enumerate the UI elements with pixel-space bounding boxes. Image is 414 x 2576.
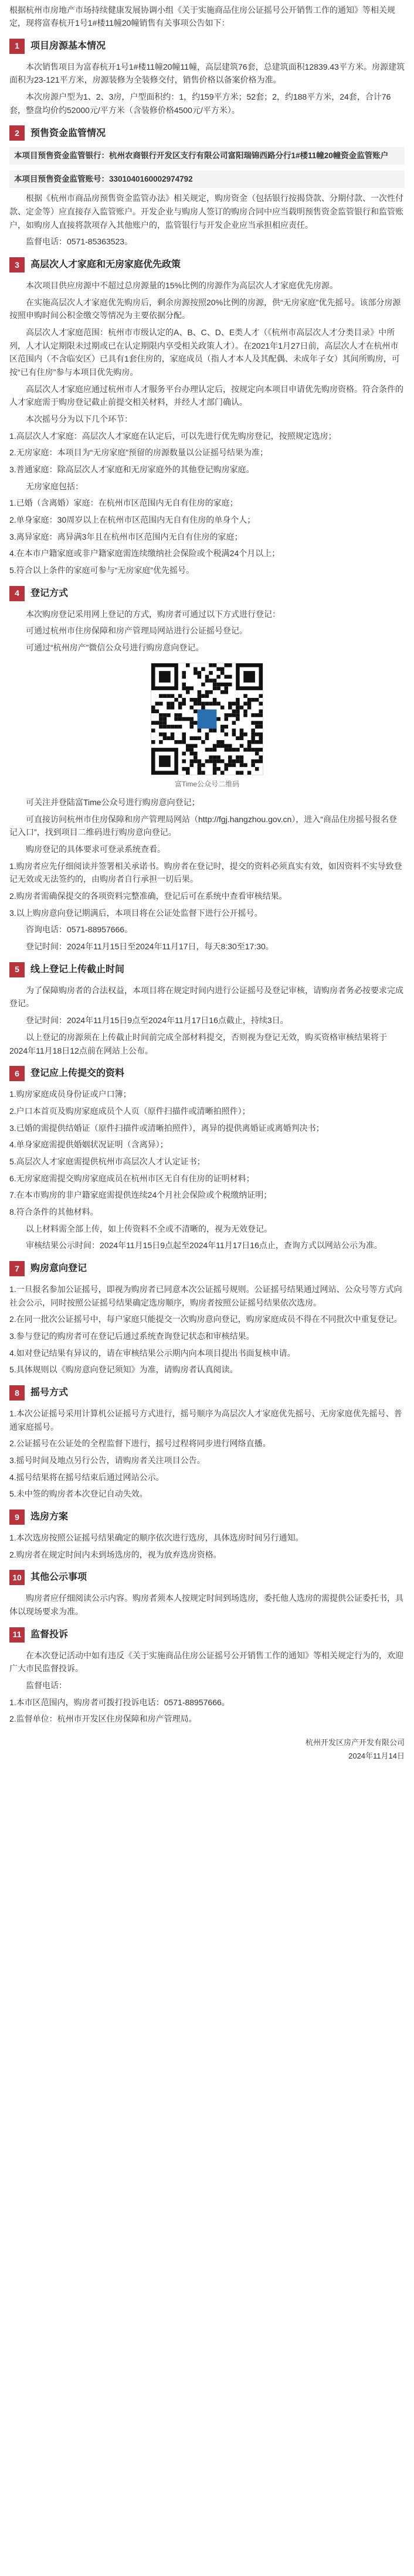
section-title: 预售资金监管情况 <box>30 128 106 138</box>
qr-code-block <box>9 663 405 790</box>
section-number-badge: 4 <box>9 586 25 601</box>
section-paragraph: 5.符合以上条件的家庭可参与“无房家庭”优先摇号。 <box>9 565 194 575</box>
section-paragraph: 本次摇号分为以下几个环节： <box>26 414 133 424</box>
section-paragraph: 1.高层次人才家庭：高层次人才家庭在认定后，可以先进行优先购房登记，按照规定选房； <box>9 431 337 441</box>
section-paragraph: 咨询电话：0571-88957666。 <box>26 925 133 935</box>
section-title: 监督投诉 <box>30 1629 69 1640</box>
section-paragraph: 1.本市区范围内，购房者可拨打投诉电话：0571-88957666。 <box>9 1697 230 1707</box>
supervision-bank: 本项目预售资金监管银行：杭州农商银行开发区支行有限公司富阳瑞锦西路分行1#楼11幢20幢资金监管账户 <box>9 147 405 165</box>
section-paragraph: 在实施高层次人才家庭优先购房后，剩余房源按照20%比例的房源，供“无房家庭”优先摇号。该部分房源按照申购时间公积金缴交等情况为主要依据分配。 <box>9 297 401 321</box>
section-header <box>9 1385 405 1401</box>
section-header <box>9 1260 405 1277</box>
section-paragraph: 登记时间：2024年11月15日至2024年11月17日，每天8:30至17:30。 <box>26 942 274 952</box>
section-number-badge: 7 <box>9 1261 25 1276</box>
section-number-badge: 8 <box>9 1385 25 1401</box>
section-4 <box>9 585 405 953</box>
section-2 <box>9 125 405 248</box>
section-paragraph: 3.普通家庭：除高层次人才家庭和无房家庭外的其他登记购房家庭。 <box>9 464 254 474</box>
section-paragraph: 7.在本市购房的非户籍家庭需提供连续24个月社会保险或个税缴纳证明； <box>9 1190 272 1200</box>
section-title: 项目房源基本情况 <box>30 40 106 51</box>
section-header <box>9 1627 405 1643</box>
section-header <box>9 38 405 54</box>
section-paragraph: 1.本次选房按照公证摇号结果确定的顺序依次进行选房，具体选房时间另行通知。 <box>9 1532 304 1542</box>
section-8 <box>9 1385 405 1501</box>
section-title: 选房方案 <box>30 1512 69 1522</box>
section-number-badge: 11 <box>9 1627 25 1643</box>
section-paragraph: 2.监督单位：杭州市开发区住房保障和房产管理局。 <box>9 1714 197 1724</box>
section-paragraph: 可通过杭州市住房保障和房产管理局网站进行公证摇号登记。 <box>26 626 247 636</box>
section-paragraph: 以上登记的房源须在上传截止时间前完成全部材料提交，否则视为登记无效，购买资格审核结果将于2024年11月18日12点前在网站上公布。 <box>9 1032 387 1055</box>
section-paragraph: 3.以上购房意向登记期满后，本项目将在公证处监督下进行公开摇号。 <box>9 908 263 918</box>
section-paragraph: 2.单身家庭：30周岁以上在杭州市区范围内无自有住房的单身个人； <box>9 514 256 524</box>
section-paragraph: 5.具体规则以《购房意向登记须知》为准，请购房者认真阅读。 <box>9 1365 238 1375</box>
section-paragraph: 为了保障购房者的合法权益，本项目将在规定时间内进行公证摇号及登记审核，请购房者务必按要求完成登记。 <box>9 985 403 1008</box>
section-paragraph: 3.离异家庭：离异满3年且在杭州市区范围内无自有住房的家庭； <box>9 531 243 541</box>
supervision-account: 本项目预售资金监管账号：3301040160002974792 <box>9 171 405 188</box>
section-paragraph: 5.高层次人才家庭需提供杭州市高层次人才认定证书； <box>9 1156 205 1166</box>
section-7 <box>9 1260 405 1376</box>
footer <box>9 1736 405 1762</box>
section-paragraph: 1.一旦报名参加公证摇号，即视为购房者已同意本次公证摇号规则。公证摇号结果通过网站、公众号等方式向社会公示，同时按照公证摇号结果确定选房顺序，购房者按照公证摇号结果依次选房。 <box>9 1284 402 1307</box>
section-header <box>9 1065 405 1082</box>
footer-date: 2024年11月14日 <box>348 1752 405 1761</box>
section-paragraph: 可关注并登陆富Time公众号进行购房意向登记； <box>26 798 200 807</box>
section-paragraph: 2.购房者在规定时间内未到场选房的，视为放弃选房资格。 <box>9 1549 222 1559</box>
section-paragraph: 登记时间：2024年11月15日9点至2024年11月17日16点截止，持续3日。 <box>26 1016 289 1025</box>
section-paragraph: 2.在同一批次公证摇号中，每户家庭只能提交一次购房意向登记，购房家庭成员不得在不同批次中重复登记。 <box>9 1314 402 1324</box>
section-paragraph: 4.单身家庭需提供婚姻状况证明（含离异）； <box>9 1140 168 1150</box>
section-title: 登记方式 <box>30 588 69 598</box>
section-paragraph: 本次房源户型为1、2、3房，户型面积约：1，约159平方米；52套；2，约188平方米，24套，合计76套，整盘均价约52000元/平方米（含装修价格4500元/平方米）。 <box>9 92 391 115</box>
section-paragraph: 4.如对登记结果有异议的，请在审核结果公示期内向本项目提出书面复核申请。 <box>9 1348 296 1358</box>
qr-code-icon[interactable] <box>151 663 263 775</box>
section-title: 高层次人才家庭和无房家庭优先政策 <box>30 259 181 270</box>
section-title: 登记应上传提交的资料 <box>30 1068 125 1079</box>
section-paragraph: 本次项目供应房源中不超过总房源量的15%比例的房源作为高层次人才家庭优先房源。 <box>26 280 338 290</box>
section-paragraph: 高层次人才家庭应通过杭州市人才服务平台办理认定后，按规定向本项目申请优先购房资格。符合条件的人才家庭需于购房登记截止前提交相关材料，并经人才部门确认。 <box>9 384 403 407</box>
section-paragraph: 4.摇号结果将在摇号结束后通过网站公示。 <box>9 1472 164 1482</box>
footer-company: 杭州开发区房产开发有限公司 <box>305 1738 405 1747</box>
section-paragraph: 监督电话：0571-85363523。 <box>26 237 133 247</box>
section-title: 摇号方式 <box>30 1387 69 1398</box>
section-paragraph: 可直接访问杭州市住房保障和房产管理局网站（http://fgj.hangzhou.gov.cn），进入“商品住房摇号报名登记入口”，找到项目二维码进行购房意向登记。 <box>9 814 397 837</box>
section-paragraph: 监督电话： <box>26 1680 67 1690</box>
section-header <box>9 125 405 141</box>
sections-container <box>9 38 405 1726</box>
section-paragraph: 4.在本市户籍家庭或非户籍家庭需连续缴纳社会保险或个税满24个月以上； <box>9 548 280 558</box>
section-number-badge: 2 <box>9 125 25 141</box>
section-5 <box>9 962 405 1057</box>
section-paragraph: 购房者应仔细阅读公示内容。购房者须本人按规定时间到场选房，委托他人选房的需提供公证委托书，具体以现场要求为准。 <box>9 1593 403 1616</box>
section-title: 其他公示事项 <box>30 1572 87 1583</box>
section-paragraph: 2.户口本首页及购房家庭成员个人页（原件扫描件或清晰拍照件）； <box>9 1106 250 1116</box>
section-paragraph: 1.购房者应先仔细阅读并签署相关承诺书。购房者在登记时，提交的资料必须真实有效，如因资料不实导致登记无效或无法签约的，由购房者自行承担一切后果。 <box>9 861 402 884</box>
section-number-badge: 1 <box>9 39 25 54</box>
section-number-badge: 6 <box>9 1066 25 1081</box>
section-paragraph: 8.符合条件的其他材料。 <box>9 1207 99 1217</box>
section-number-badge: 5 <box>9 962 25 977</box>
section-paragraph: 3.参与登记的购房者可在登记后通过系统查询登记状态和审核结果。 <box>9 1331 254 1341</box>
section-paragraph: 3.已婚的需提供结婚证（原件扫描件或清晰拍照件），离异的提供离婚证或离婚判决书； <box>9 1123 324 1133</box>
section-11 <box>9 1627 405 1726</box>
section-paragraph: 2.公证摇号在公证处的全程监督下进行，摇号过程将同步进行网络直播。 <box>9 1439 271 1449</box>
section-paragraph: 购房登记的具体要求可登录系统查看。 <box>26 844 165 854</box>
section-paragraph: 3.摇号时间及地点另行公告，请购房者关注项目公告。 <box>9 1455 205 1465</box>
section-1 <box>9 38 405 117</box>
section-paragraph: 本次购房登记采用网上登记的方式，购房者可通过以下方式进行登记： <box>26 609 280 619</box>
section-6 <box>9 1065 405 1252</box>
section-number-badge: 9 <box>9 1510 25 1525</box>
section-9 <box>9 1509 405 1561</box>
qr-caption: 富Time公众号二维码 <box>174 779 240 788</box>
section-paragraph: 5.未中签的购房者本次登记自动失效。 <box>9 1489 148 1499</box>
section-number-badge: 3 <box>9 257 25 272</box>
section-3 <box>9 257 405 577</box>
section-paragraph: 2.购房者需确保提交的各项资料完整准确，登记后可在系统中查看审核结果。 <box>9 891 287 901</box>
section-paragraph: 无房家庭包括： <box>26 481 83 491</box>
section-header <box>9 257 405 273</box>
section-paragraph: 高层次人才家庭范围：杭州市市级认定的A、B、C、D、E类人才（《杭州市高层次人才分类目录》中所列，人才认定期限未过期或已在认定期限内享受相关政策人才）。在2021年1月27日前，高层次人才在杭州市区范围内（不含临安区）已具有1套住房的，家庭成员（指人才本人及其配偶、未成年子女）其间所购房，可按“已有住房”参与本项目优先购房。 <box>9 327 400 377</box>
section-paragraph: 1.已婚（含离婚）家庭：在杭州市区范围内无自有住房的家庭； <box>9 498 238 508</box>
section-header <box>9 585 405 602</box>
section-paragraph: 在本次登记活动中如有违反《关于实施商品住房公证摇号公开销售工作的通知》等相关规定行为的，欢迎广大市民监督投诉。 <box>9 1650 403 1674</box>
section-paragraph: 6.无房家庭需提交购房家庭成员在杭州市区无自有住房的证明材料； <box>9 1173 254 1183</box>
section-title: 购房意向登记 <box>30 1263 87 1273</box>
section-header <box>9 1569 405 1586</box>
section-title: 线上登记上传截止时间 <box>30 964 125 974</box>
section-paragraph: 审核结果公示时间：2024年11月15日9点起至2024年11月17日16点止，查询方式以网站公示为准。 <box>26 1241 382 1250</box>
section-paragraph: 根据《杭州市商品房预售资金监管办法》相关规定，购房资金（包括银行按揭贷款、分期付款、一次性付款、定金等）应直接存入监管账户。开发企业与购房人签订的购房合同中应当载明预售资金监管银行和监管账户，如购房人直接将款项存入其他账户的，监管银行与开发企业应当承担相应责任。 <box>9 193 403 230</box>
section-number-badge: 10 <box>9 1570 25 1585</box>
section-header <box>9 1509 405 1525</box>
section-paragraph: 以上材料需全部上传，如上传资料不全或不清晰的，视为无效登记。 <box>26 1224 272 1234</box>
section-paragraph: 可通过“杭州房产”微信公众号进行购房意向登记。 <box>26 642 204 652</box>
section-10 <box>9 1569 405 1618</box>
intro-paragraph: 根据杭州市房地产市场持续健康发展协调小组《关于实施商品住房公证摇号公开销售工作的通知》等相关规定，现将富春杭开1号1#楼11幢20幢销售有关事项公告如下： <box>9 5 395 28</box>
section-paragraph: 本次销售项目为富春杭开1号1#楼11幢20幢11幢，高层建筑76套，总建筑面积12839.43平方米。房源建筑面积为23-121平方米，房源装修为全装修交付，销售价格以备案价格为准。 <box>9 62 405 85</box>
section-paragraph: 2.无房家庭：本项目为“无房家庭”预留的房源数量以公证摇号结果为准； <box>9 448 268 458</box>
section-paragraph: 1.本次公证摇号采用计算机公证摇号方式进行，摇号顺序为高层次人才家庭优先摇号、无房家庭优先摇号、普通家庭摇号。 <box>9 1408 402 1432</box>
section-header <box>9 962 405 978</box>
section-paragraph: 1.购房家庭成员身份证或户口簿； <box>9 1089 131 1099</box>
